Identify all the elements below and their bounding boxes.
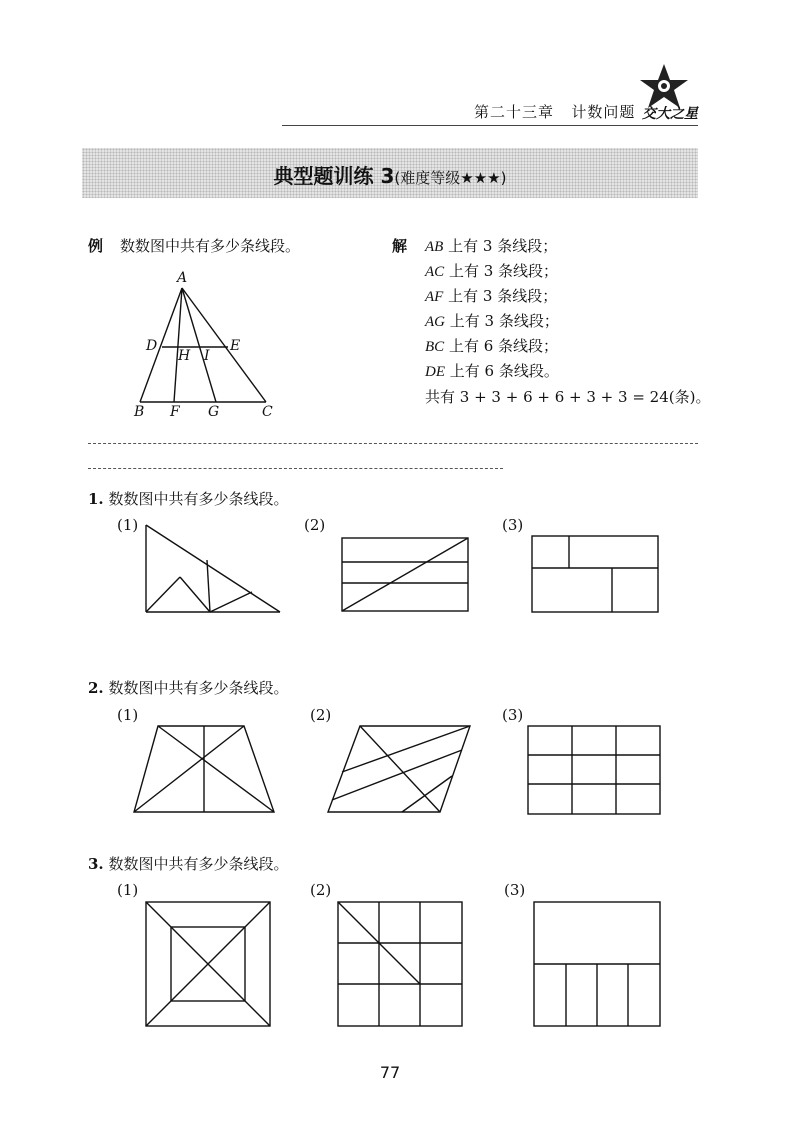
solution-line xyxy=(425,260,558,281)
segment-name: AB xyxy=(425,239,444,255)
chapter-title xyxy=(474,101,635,122)
segment-count: 上有 6 条线段。 xyxy=(449,362,559,380)
problem-question: 数数图中共有多少条线段。 xyxy=(108,855,289,873)
problem-2-figure-3 xyxy=(522,720,666,816)
example-question: 数数图中共有多少条线段。 xyxy=(120,237,301,255)
segment-name: AF xyxy=(425,289,444,305)
problem-1-figure-3 xyxy=(526,530,666,618)
sub-label: (2) xyxy=(310,881,332,899)
answer-dash-line xyxy=(88,468,503,469)
section-banner xyxy=(82,148,698,198)
sub-label: (1) xyxy=(117,516,139,534)
problem-3-figure-3 xyxy=(528,896,668,1032)
segment-name: BC xyxy=(425,339,445,355)
banner-title xyxy=(82,160,698,189)
segment-name: AG xyxy=(425,314,445,330)
segment-name: DE xyxy=(425,364,445,380)
problem-2-figure-1 xyxy=(128,718,288,818)
segment-count: 上有 3 条线段； xyxy=(448,237,558,255)
point-label-i: I xyxy=(204,348,210,364)
sub-label: (3) xyxy=(502,706,524,724)
problem-1-heading xyxy=(88,488,288,509)
page-number: 77 xyxy=(379,1063,401,1082)
chapter-topic: 计数问题 xyxy=(571,103,636,121)
header-rule xyxy=(282,125,698,126)
point-label-d: D xyxy=(146,338,158,354)
problem-number: 3. xyxy=(88,855,104,873)
segment-count: 上有 3 条线段； xyxy=(449,312,559,330)
example-label: 例 xyxy=(88,237,104,255)
sub-label: (2) xyxy=(310,706,332,724)
problem-question: 数数图中共有多少条线段。 xyxy=(108,679,289,697)
sub-label: (1) xyxy=(117,706,139,724)
problem-1-figure-1 xyxy=(140,520,290,620)
problem-number: 2. xyxy=(88,679,104,697)
problem-3-figure-2 xyxy=(332,896,472,1032)
segment-count: 上有 3 条线段； xyxy=(448,287,558,305)
point-label-c: C xyxy=(262,404,273,420)
point-label-a: A xyxy=(177,270,188,286)
segment-count: 上有 6 条线段； xyxy=(448,337,559,355)
solution-line xyxy=(425,310,559,331)
solution-label: 解 xyxy=(392,237,408,255)
problem-1-figure-2 xyxy=(336,532,476,617)
segment-count: 上有 3 条线段； xyxy=(448,262,559,280)
sub-label: (3) xyxy=(502,516,524,534)
chapter-number: 第二十三章 xyxy=(474,103,555,121)
solution-line xyxy=(425,335,558,356)
point-label-b: B xyxy=(134,404,145,420)
sub-label: (2) xyxy=(304,516,326,534)
sub-label: (3) xyxy=(504,881,526,899)
solution-line xyxy=(425,360,559,381)
point-label-g: G xyxy=(208,404,220,420)
problem-number: 1. xyxy=(88,490,104,508)
point-label-f: F xyxy=(170,404,180,420)
problem-3-figure-1 xyxy=(140,896,280,1032)
problem-2-figure-2 xyxy=(322,718,482,818)
banner-difficulty: (难度等级★★★) xyxy=(394,169,507,187)
problem-question: 数数图中共有多少条线段。 xyxy=(108,490,289,508)
point-label-h: H xyxy=(178,348,191,364)
answer-dash-line xyxy=(88,443,698,444)
segment-name: AC xyxy=(425,264,445,280)
banner-main-title: 典型题训练 3 xyxy=(273,164,395,188)
point-label-e: E xyxy=(230,338,241,354)
solution-line xyxy=(425,285,557,306)
problem-3-heading xyxy=(88,853,288,874)
brand-name: 交大之星 xyxy=(642,106,698,122)
sub-label: (1) xyxy=(117,881,139,899)
solution-total: 共有 3 + 3 + 6 + 6 + 3 + 3 = 24(条)。 xyxy=(425,388,711,406)
problem-2-heading xyxy=(88,677,288,698)
solution-line xyxy=(425,235,557,256)
